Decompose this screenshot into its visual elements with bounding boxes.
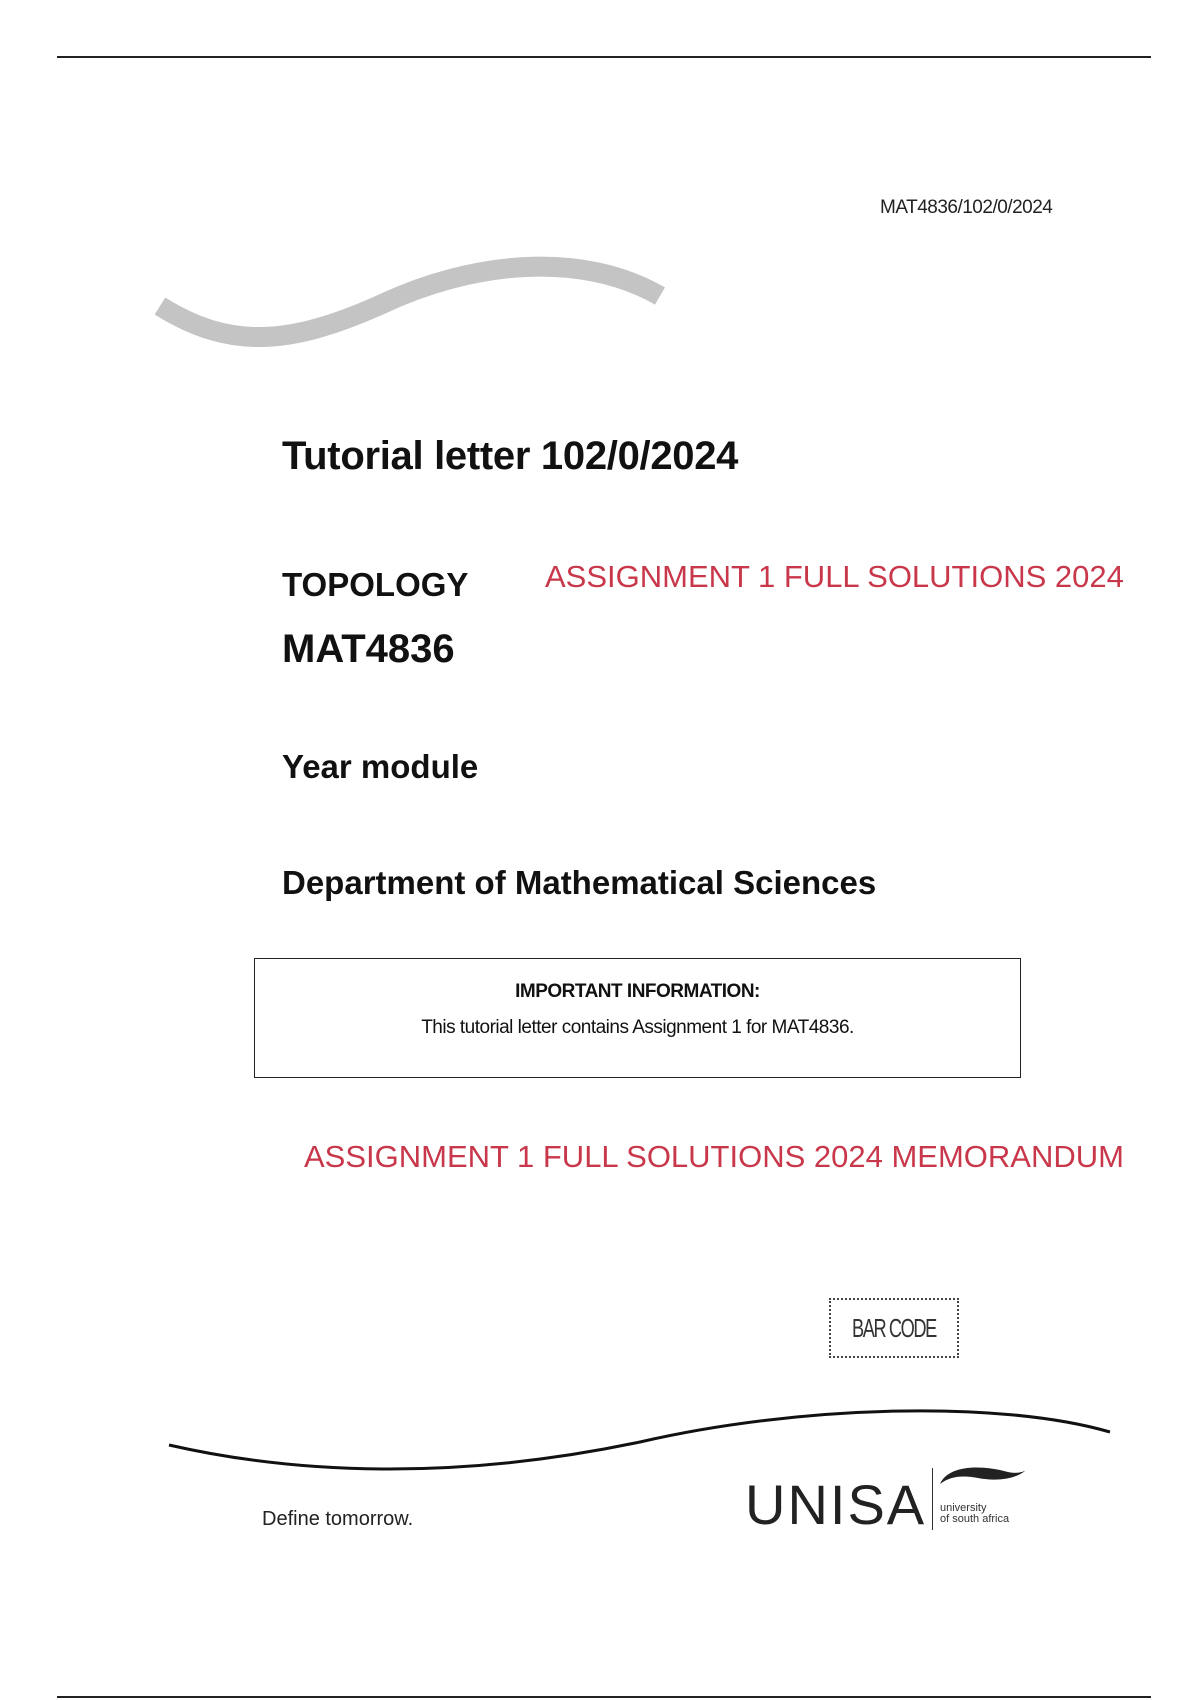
unisa-logo: UNISA: [745, 1473, 927, 1536]
info-box-title: IMPORTANT INFORMATION:: [515, 981, 760, 1002]
memorandum-overlay-heading: ASSIGNMENT 1 FULL SOLUTIONS 2024 MEMORANDUM: [304, 1139, 1124, 1174]
unisa-wing-icon: [938, 1462, 1028, 1492]
info-box-body: This tutorial letter contains Assignment 1 for MAT4836.: [421, 1017, 854, 1038]
tagline: Define tomorrow.: [262, 1508, 414, 1530]
logo-divider: [932, 1468, 933, 1530]
subject-heading: TOPOLOGY: [282, 566, 469, 603]
bottom-rule: [57, 1696, 1151, 1698]
module-code: MAT4836: [282, 627, 455, 671]
module-type: Year module: [282, 748, 479, 785]
barcode-label: BAR CODE: [852, 1312, 936, 1343]
reference-code: MAT4836/102/0/2024: [880, 197, 1053, 218]
important-information-box: [254, 958, 1021, 1078]
gray-swoosh-decoration: [0, 0, 1200, 400]
unisa-logo-subtitle: [940, 1503, 1009, 1525]
barcode-placeholder: [829, 1298, 959, 1358]
solutions-overlay-heading: ASSIGNMENT 1 FULL SOLUTIONS 2024: [545, 559, 1124, 594]
page-title: Tutorial letter 102/0/2024: [282, 434, 739, 478]
logo-subtitle-line-2: of south africa: [940, 1513, 1010, 1525]
logo-subtitle-line-1: university: [940, 1502, 987, 1514]
department: Department of Mathematical Sciences: [282, 864, 877, 901]
